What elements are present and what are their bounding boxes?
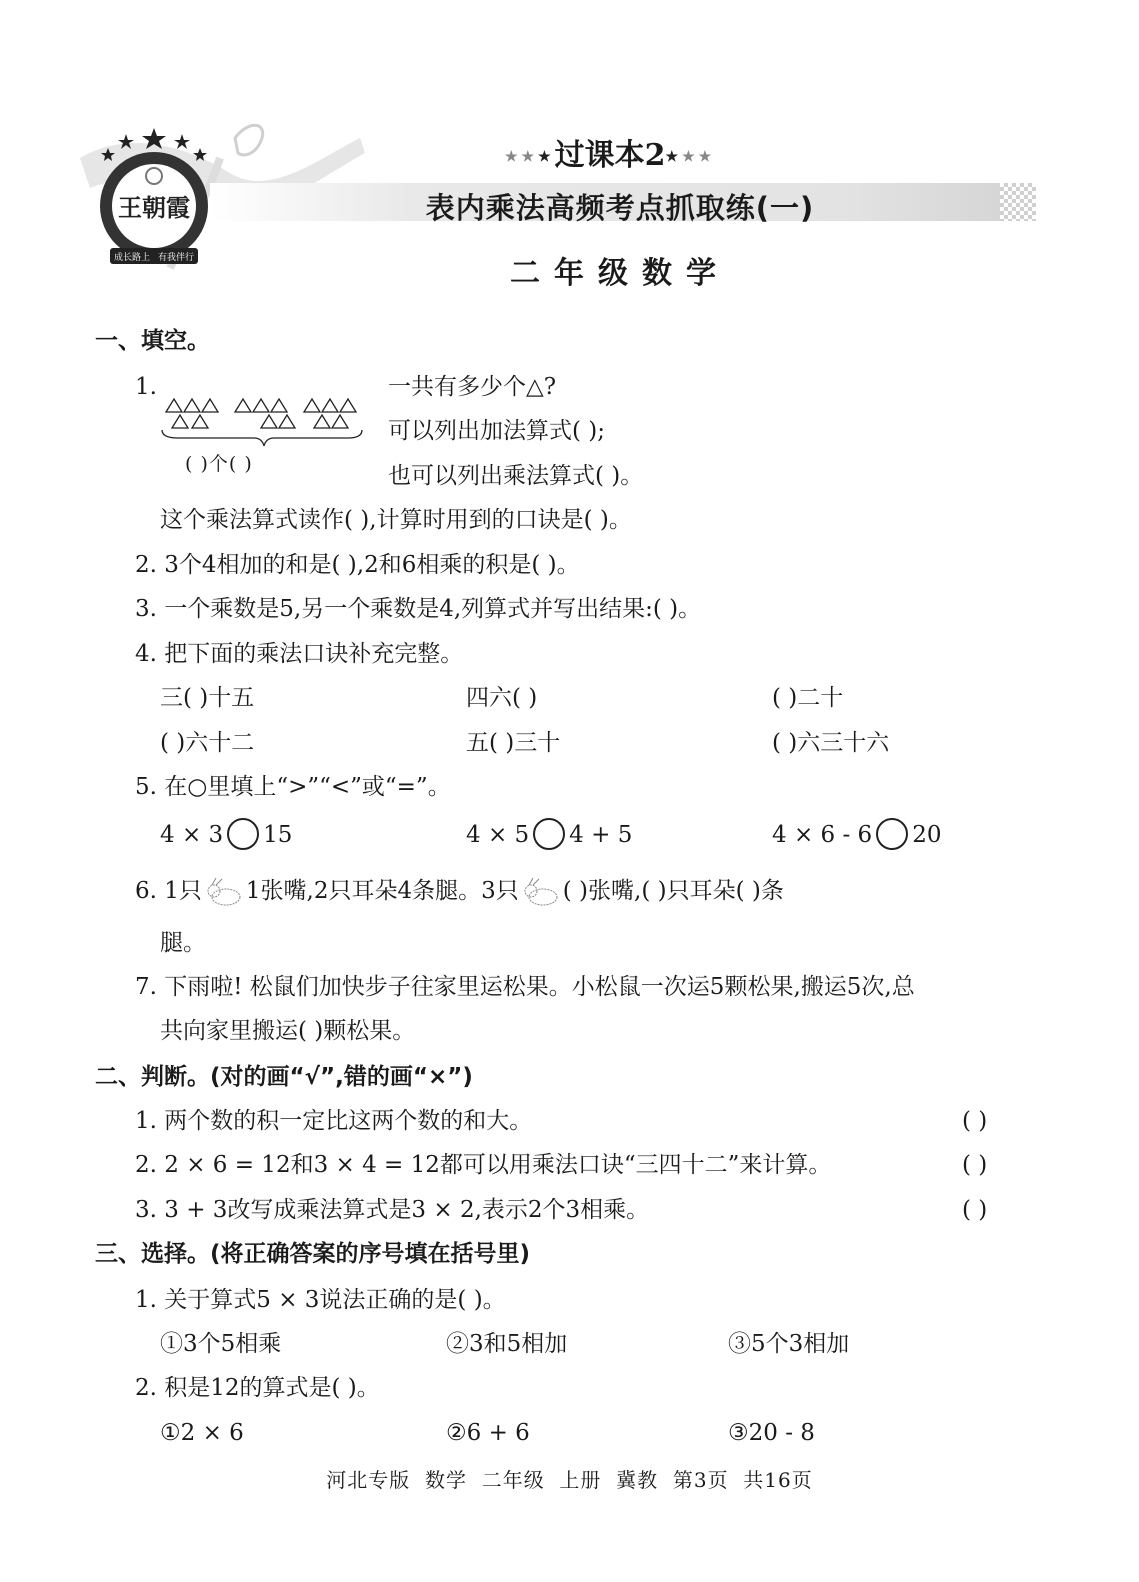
q5: 5. 在○里填上“>”“<”或“=”。 bbox=[135, 774, 451, 800]
option: ①2 × 6 bbox=[160, 1420, 244, 1446]
q5-right: 20 bbox=[912, 822, 942, 848]
option: ②6 + 6 bbox=[446, 1420, 530, 1446]
q5-left: 4 × 3 bbox=[160, 822, 224, 848]
compare-circle[interactable] bbox=[227, 818, 259, 850]
q2: 2. 3个4相加的和是( ),2和6相乘的积是( )。 bbox=[135, 552, 580, 578]
rabbit-icon bbox=[202, 877, 246, 907]
publisher-logo bbox=[96, 126, 212, 268]
choice-q2: 2. 积是12的算式是( )。 bbox=[135, 1375, 380, 1401]
q4-item: 四六( ) bbox=[466, 685, 538, 711]
compare-circle[interactable] bbox=[533, 818, 565, 850]
q1-read: 这个乘法算式读作( ),计算时用到的口诀是( )。 bbox=[160, 507, 632, 533]
star-icon: ★ bbox=[665, 149, 683, 165]
q1-diagram-label: ( )个( ) bbox=[185, 453, 253, 475]
answer-box[interactable]: ( ) bbox=[962, 1152, 988, 1178]
answer-box[interactable]: ( ) bbox=[962, 1197, 988, 1223]
q6-text: 6. 1只 bbox=[135, 878, 202, 904]
q5-right: 4 + 5 bbox=[569, 822, 633, 848]
q4-item: ( )六三十六 bbox=[772, 730, 890, 756]
option: ①3个5相乘 bbox=[160, 1331, 282, 1357]
star-icon: ★★ bbox=[682, 149, 716, 165]
section3-title: 三、选择。(将正确答案的序号填在括号里) bbox=[95, 1241, 531, 1267]
series-label bbox=[505, 130, 715, 174]
q7: 7. 下雨啦! 松鼠们加快步子往家里运松果。小松鼠一次运5颗松果,搬运5次,总 bbox=[135, 974, 915, 1000]
option: ③5个3相加 bbox=[728, 1331, 850, 1357]
q1-addition: 可以列出加法算式( ); bbox=[388, 418, 606, 444]
q5-item bbox=[772, 820, 941, 852]
option: ③20 - 8 bbox=[728, 1420, 815, 1446]
q5-item bbox=[160, 820, 292, 852]
subject-title: 二年级数学 bbox=[510, 256, 730, 291]
q4-item: 五( )三十 bbox=[466, 730, 561, 756]
svg-text:王朝霞: 王朝霞 bbox=[118, 193, 190, 222]
q1-question: 一共有多少个△? bbox=[388, 374, 557, 400]
page-footer: 河北专版 数学 二年级 上册 冀教 第3页 共16页 bbox=[326, 1468, 813, 1492]
q1-multiplication: 也可以列出乘法算式( )。 bbox=[388, 463, 644, 489]
section2-title: 二、判断。(对的画“√”,错的画“×”) bbox=[95, 1064, 473, 1090]
q7-continued: 共向家里搬运( )颗松果。 bbox=[160, 1018, 416, 1044]
q4-item: 三( )十五 bbox=[160, 685, 255, 711]
title-checker-pattern bbox=[1000, 183, 1036, 221]
q6-text: ( )张嘴,( )只耳朵( )条 bbox=[562, 878, 784, 904]
star-icon: ★ bbox=[538, 149, 555, 165]
choice-q1: 1. 关于算式5 × 3说法正确的是( )。 bbox=[135, 1287, 506, 1313]
q3: 3. 一个乘数是5,另一个乘数是4,列算式并写出结果:( )。 bbox=[135, 596, 702, 622]
q5-left: 4 × 5 bbox=[466, 822, 530, 848]
judge-item: 1. 两个数的积一定比这两个数的和大。 bbox=[135, 1108, 533, 1134]
svg-text:有我伴行: 有我伴行 bbox=[157, 253, 195, 263]
q4-item: ( )二十 bbox=[772, 685, 844, 711]
q5-item bbox=[466, 820, 632, 852]
q5-left: 4 × 6 - 6 bbox=[772, 822, 873, 848]
option: ②3和5相加 bbox=[446, 1331, 568, 1357]
rabbit-icon bbox=[519, 877, 563, 907]
q6 bbox=[135, 876, 784, 907]
q6-continued: 腿。 bbox=[160, 930, 206, 956]
star-icon: ★★ bbox=[505, 149, 539, 165]
section1-title: 一、填空。 bbox=[95, 328, 210, 354]
q1-number: 1. bbox=[135, 374, 157, 400]
main-title: 表内乘法高频考点抓取练(一) bbox=[425, 191, 815, 225]
judge-item: 3. 3 + 3改写成乘法算式是3 × 2,表示2个3相乘。 bbox=[135, 1197, 650, 1223]
q4-item: ( )六十二 bbox=[160, 730, 255, 756]
answer-box[interactable]: ( ) bbox=[962, 1108, 988, 1134]
judge-item: 2. 2 × 6 = 12和3 × 4 = 12都可以用乘法口诀“三四十二”来计算。 bbox=[135, 1152, 832, 1178]
q6-text: 1张嘴,2只耳朵4条腿。3只 bbox=[245, 878, 519, 904]
q5-right: 15 bbox=[263, 822, 293, 848]
compare-circle[interactable] bbox=[876, 818, 908, 850]
series-text: 过课本2 bbox=[554, 138, 666, 173]
svg-text:成长路上: 成长路上 bbox=[113, 253, 151, 263]
q4: 4. 把下面的乘法口诀补充完整。 bbox=[135, 641, 464, 667]
